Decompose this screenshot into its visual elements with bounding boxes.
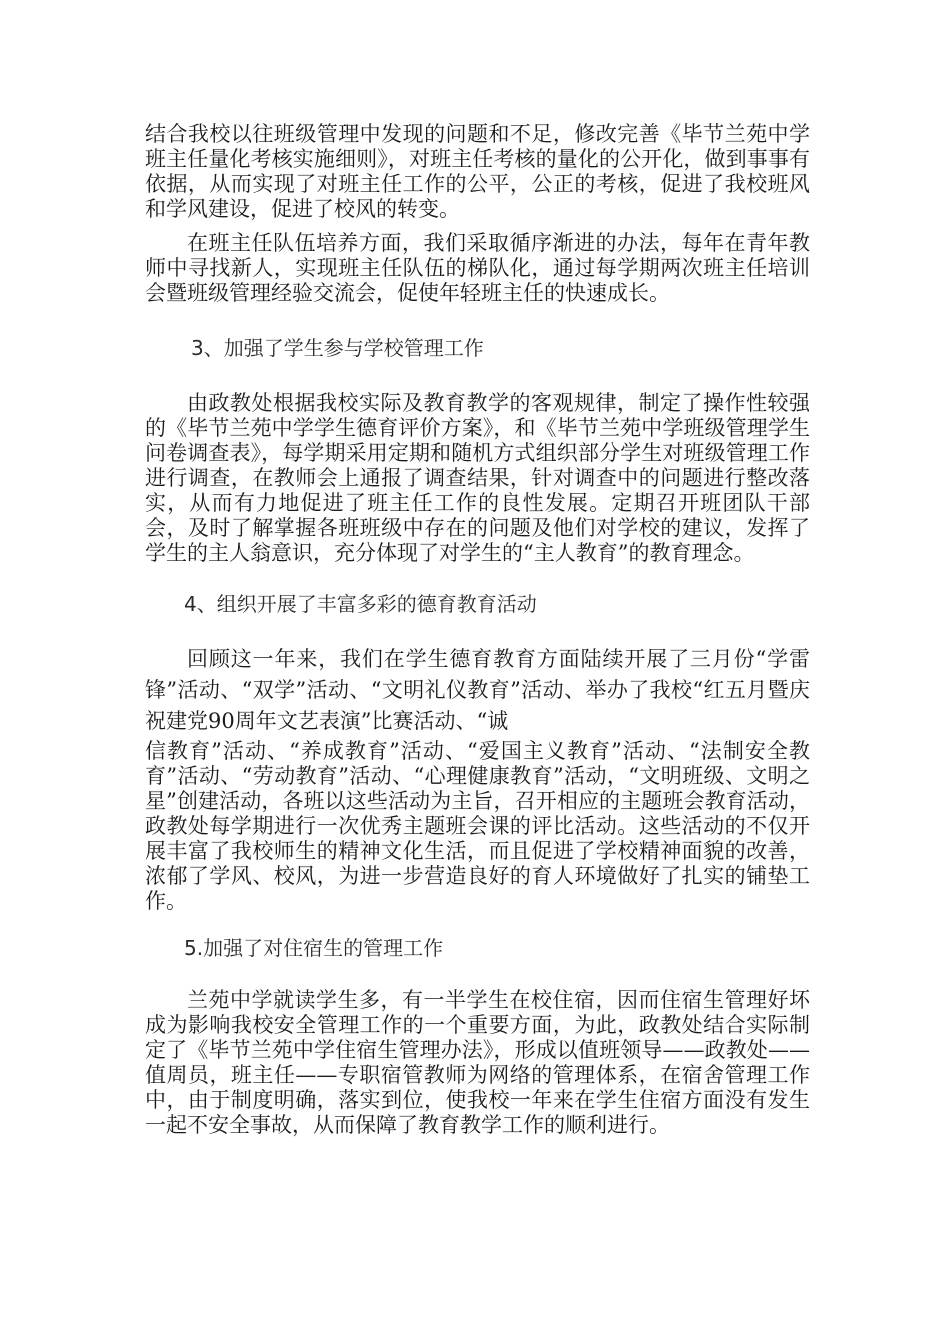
heading-section-4: 4、组织开展了丰富多彩的德育教育活动 — [184, 592, 537, 616]
heading-section-3: 3、加强了学生参与学校管理工作 — [191, 336, 484, 360]
paragraph-dormitory-management: 兰苑中学就读学生多，有一半学生在校住宿，因而住宿生管理好坏成为影响我校安全管理工作的一个重要方面，为此，政教处结合实际制定了《毕节兰苑中学住宿生管理办法》，形成以值班领导——政教处——值周员，班主任——专职宿管教师为网络的管理体系，在宿舍管理工作中，由于制度明确，落实到位，使我校一年来在学生住宿方面没有发生一起不安全事故，从而保障了教育教学工作的顺利进行。 — [145, 988, 810, 1137]
heading-section-5: 5.加强了对住宿生的管理工作 — [184, 936, 444, 960]
paragraph-activities-intro: 回顾这一年来，我们在学生德育教育方面陆续开展了三月份“学雷锋”活动、“双学”活动、“文明礼仪教育”活动、举办了我校“红五月暨庆祝建党90周年文艺表演”比赛活动、“诚 — [145, 647, 810, 733]
paragraph-assessment: 结合我校以往班级管理中发现的问题和不足，修改完善《毕节兰苑中学班主任量化考核实施细则》，对班主任考核的量化的公开化，做到事事有依据，从而实现了对班主任工作的公平，公正的考核，促进了我校班风和学风建设，促进了校风的转变。 — [145, 122, 810, 221]
paragraph-activities-detail: 信教育”活动、“养成教育”活动、“爱国主义教育”活动、“法制安全教育”活动、“劳动教育”活动、“心理健康教育”活动，“文明班级、文明之星”创建活动，各班以这些活动为主旨，召开相应的主题班会教育活动，政教处每学期进行一次优秀主题班会课的评比活动。这些活动的不仅开展丰富了我校师生的精神文化生活，而且促进了学校精神面貌的改善，浓郁了学风、校风，为进一步营造良好的育人环境做好了扎实的铺垫工作。 — [145, 739, 810, 913]
document-page — [145, 120, 810, 1138]
paragraph-student-participation: 由政教处根据我校实际及教育教学的客观规律，制定了操作性较强的《毕节兰苑中学学生德育评价方案》，和《毕节兰苑中学班级管理学生问卷调查表》，每学期采用定期和随机方式组织部分学生对班级管理工作进行调查，在教师会上通报了调查结果，针对调查中的问题进行整改落实，从而有力地促进了班主任工作的良性发展。定期召开班团队干部会，及时了解掌握各班班级中存在的问题及他们对学校的建议，发挥了学生的主人翁意识，充分体现了对学生的“主人教育”的教育理念。 — [145, 391, 810, 565]
paragraph-team-training: 在班主任队伍培养方面，我们采取循序渐进的办法，每年在青年教师中寻找新人，实现班主任队伍的梯队化，通过每学期两次班主任培训会暨班级管理经验交流会，促使年轻班主任的快速成长。 — [145, 231, 810, 305]
